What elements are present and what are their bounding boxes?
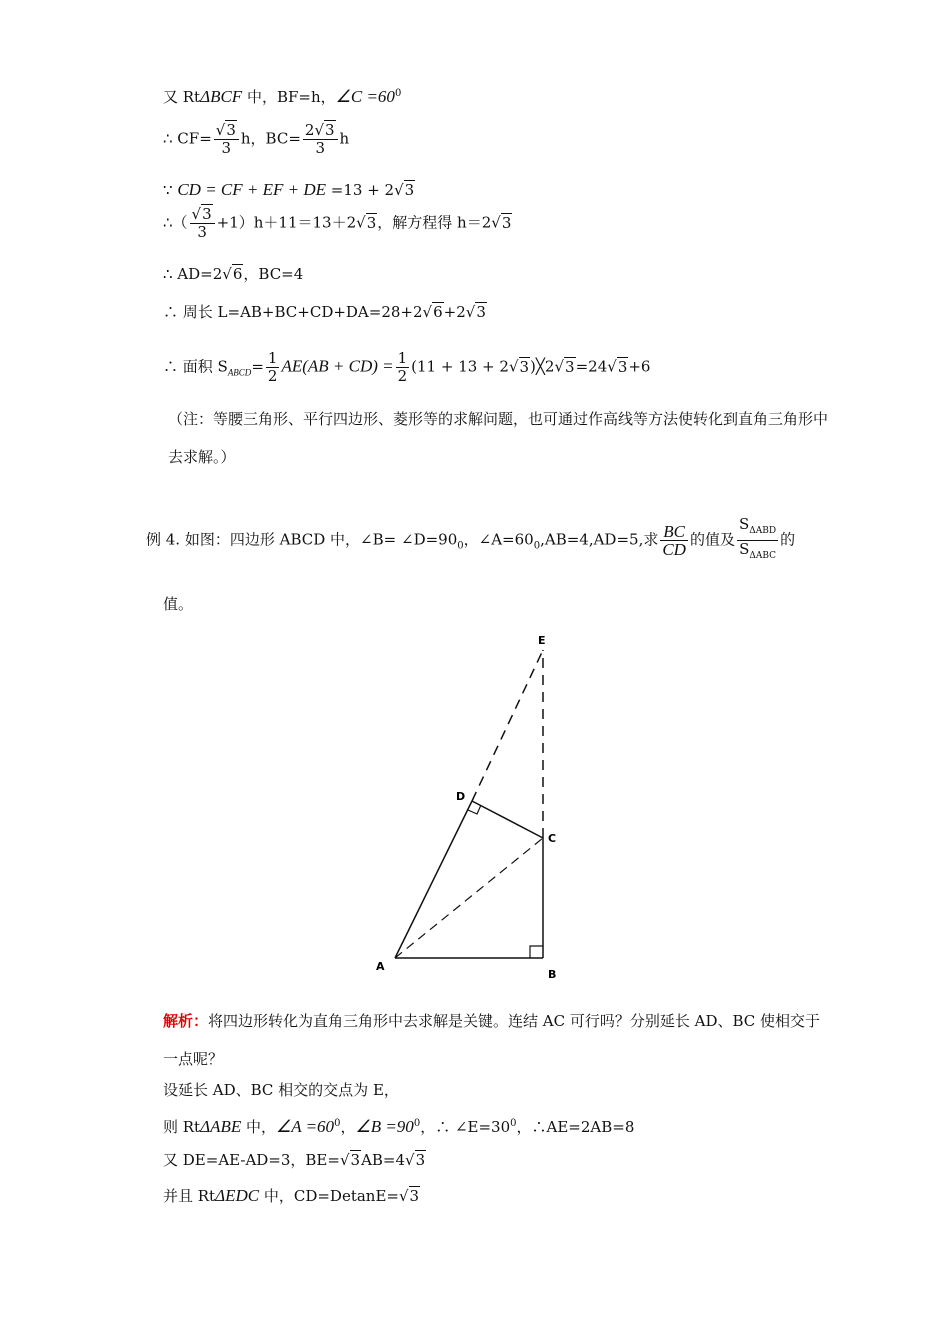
analysis-text: 将四边形转化为直角三角形中去求解是关键。连结 AC 可行吗？分别延长 AD、BC 使相交于一点呢？ xyxy=(163,1012,821,1068)
fraction xyxy=(190,206,215,241)
text: 则 Rt xyxy=(163,1118,201,1136)
label-b: B xyxy=(548,968,557,981)
denominator xyxy=(737,541,778,565)
denominator: CD xyxy=(662,540,686,559)
text: +1）h＋11＝13＋2 xyxy=(216,213,357,232)
label-d: D xyxy=(456,790,466,803)
triangle-label: ΔABE xyxy=(200,1117,242,1136)
text: A=60 xyxy=(491,530,534,549)
radicand: 3 xyxy=(226,121,236,139)
coef: 2 xyxy=(304,121,315,139)
subscript: ΔABC xyxy=(749,551,777,561)
text: 中，BF=h， xyxy=(242,88,336,106)
fraction xyxy=(214,122,239,157)
radicand: 3 xyxy=(325,121,335,139)
step-4: 并且 RtΔEDC 中，CD=DetanE=√3 xyxy=(163,1186,420,1205)
subscript: 0 xyxy=(533,540,541,552)
text: +2 xyxy=(443,303,466,321)
geometry-figure xyxy=(360,628,590,984)
radicand: 6 xyxy=(232,265,243,283)
note-text: （注：等腰三角形、平行四边形、菱形等的求解问题，也可通过作高线等方法使转化到直角三角形中去求解。） xyxy=(168,410,829,466)
text: 中， xyxy=(241,1118,277,1136)
denominator: 3 xyxy=(221,139,232,157)
numerator: 1 xyxy=(397,349,408,367)
text: ∴ 周长 L=AB+BC+CD+DA=28+2 xyxy=(163,303,423,321)
numerator: √3 xyxy=(214,122,239,140)
radicand: 3 xyxy=(350,1151,361,1169)
text: ∴ CF= xyxy=(163,129,212,148)
radicand: 3 xyxy=(565,357,575,376)
triangle-label: ΔBCF xyxy=(200,87,243,106)
because-symbol: ∵ xyxy=(163,181,173,199)
superscript: 0 xyxy=(413,1118,421,1129)
text: 又 DE=AE-AD=3，BE= xyxy=(163,1151,340,1169)
line-area: ∴ 面积 $S_{ABCD}=$ $\frac{1}{2}$ AE(AB + CD) = $\frac{1}{2}$ (11 + 13 + 2√3)╳2√3=24√3+6 xyxy=(163,349,651,385)
line-cf-bc xyxy=(163,122,349,157)
radicand: 3 xyxy=(404,181,415,199)
text: AB=4 xyxy=(361,1151,406,1169)
angle-symbol: ∠ xyxy=(478,530,492,549)
label-a: A xyxy=(376,960,385,973)
text: S xyxy=(738,515,750,533)
text: ，BC=4 xyxy=(243,265,304,283)
text: 的 xyxy=(780,530,796,549)
text: ， xyxy=(340,1118,356,1136)
radicand: 3 xyxy=(476,303,486,321)
radicand: 6 xyxy=(433,303,443,321)
line-ad-bc: ∴ AD=2√6，BC=4 xyxy=(163,265,304,283)
step-3: 又 DE=AE-AD=3，BE=√3AB=4√3 xyxy=(163,1151,426,1169)
dashed-de xyxy=(472,650,543,801)
equation: AE(AB + CD) = xyxy=(281,356,394,376)
right-angle-b xyxy=(530,946,543,958)
numerator xyxy=(737,516,778,541)
radicand: 3 xyxy=(415,1151,426,1169)
text: ， xyxy=(463,530,479,549)
denominator: 2 xyxy=(397,367,408,385)
text: =24 xyxy=(575,357,608,376)
radicand: 3 xyxy=(409,1187,420,1205)
radicand: 3 xyxy=(366,213,377,232)
subscript: ΔABD xyxy=(749,526,777,536)
superscript: 0 xyxy=(334,1118,341,1129)
text: 又 Rt xyxy=(163,88,201,106)
text: +6 xyxy=(628,357,651,376)
label-c: C xyxy=(548,832,557,845)
line-perimeter: ∴ 周长 L=AB+BC+CD+DA=28+2√6+2√3 xyxy=(163,303,486,321)
radicand: 3 xyxy=(501,213,512,232)
line-cd-sum: ∵ CD = CF + EF + DE =13 + 2√3 xyxy=(163,180,415,199)
text: ∴ AD=2 xyxy=(163,265,223,283)
segment-cd xyxy=(472,801,543,838)
angle-text: ∠B =90 xyxy=(355,1117,414,1136)
denominator: 3 xyxy=(315,139,325,157)
equation: CD = CF + EF + DE xyxy=(177,180,327,199)
angle-symbol: ∠ xyxy=(400,530,414,549)
label-e: E xyxy=(538,634,546,647)
angle-symbol: ∠ xyxy=(360,530,373,549)
angle-text: ∠A =60 xyxy=(276,1117,335,1136)
numerator: √3 xyxy=(190,206,215,224)
analysis-paragraph xyxy=(163,1002,828,1078)
text: D=90 xyxy=(413,530,458,549)
text: ∴（ xyxy=(163,213,188,232)
angle-text: ∠C =60 xyxy=(335,87,395,106)
fraction xyxy=(303,122,338,157)
radicand: 3 xyxy=(202,205,212,223)
fraction xyxy=(660,523,688,558)
text: ) xyxy=(530,357,536,376)
text: S xyxy=(739,540,750,558)
text: 例 4. 如图：四边形 ABCD 中， xyxy=(146,530,361,549)
text: 的值及 xyxy=(689,530,735,549)
text: h，BC= xyxy=(240,129,301,148)
superscript: 0 xyxy=(510,1118,517,1129)
radicand: 3 xyxy=(617,357,628,376)
segment-da xyxy=(395,801,472,958)
text: (11 + 13 + 2 xyxy=(411,357,509,376)
radicand: 3 xyxy=(519,357,530,376)
text: ，∴AE=2AB=8 xyxy=(516,1118,635,1136)
superscript: 0 xyxy=(394,88,402,99)
numerator: 2√3 xyxy=(303,122,338,140)
text: 中，CD=DetanE= xyxy=(259,1187,399,1205)
text: 设延长 AD、BC 相交的交点为 E， xyxy=(163,1081,399,1099)
example-4 xyxy=(146,516,795,565)
subscript: 0 xyxy=(457,540,464,552)
example-4-cont xyxy=(163,594,193,614)
subscript: ABCD xyxy=(227,367,252,378)
note-paragraph xyxy=(168,400,830,476)
denominator: 3 xyxy=(197,223,207,241)
text: =13 + 2 xyxy=(326,181,395,199)
numerator: BC xyxy=(660,523,688,541)
text: B= xyxy=(372,530,397,549)
fraction xyxy=(266,350,280,385)
text: h xyxy=(339,129,350,148)
line-bcf xyxy=(163,84,401,107)
text: ，∴ ∠E=30 xyxy=(420,1118,511,1136)
text: = xyxy=(251,357,264,376)
text: ,AB=4,AD=5,求 xyxy=(540,530,659,549)
line-solve-h: ∴（ $\frac{√3}{3}$ +1）h＋11＝13＋2√3，解方程得 h＝2√3 xyxy=(163,205,512,241)
analysis-label: 解析： xyxy=(163,1012,209,1030)
text: 值。 xyxy=(163,595,194,613)
text: ∴ 面积 S xyxy=(163,357,228,376)
fraction xyxy=(396,350,410,385)
numerator: 1 xyxy=(267,349,278,367)
step-1 xyxy=(163,1080,399,1100)
text: 并且 Rt xyxy=(163,1187,216,1205)
text: ，解方程得 h＝2 xyxy=(377,213,492,232)
triangle-label: ΔEDC xyxy=(215,1186,260,1205)
denominator: 2 xyxy=(267,367,278,385)
fraction xyxy=(737,516,778,565)
dashed-ac xyxy=(395,838,543,958)
text: ╳2 xyxy=(535,357,555,376)
step-2 xyxy=(163,1114,634,1137)
